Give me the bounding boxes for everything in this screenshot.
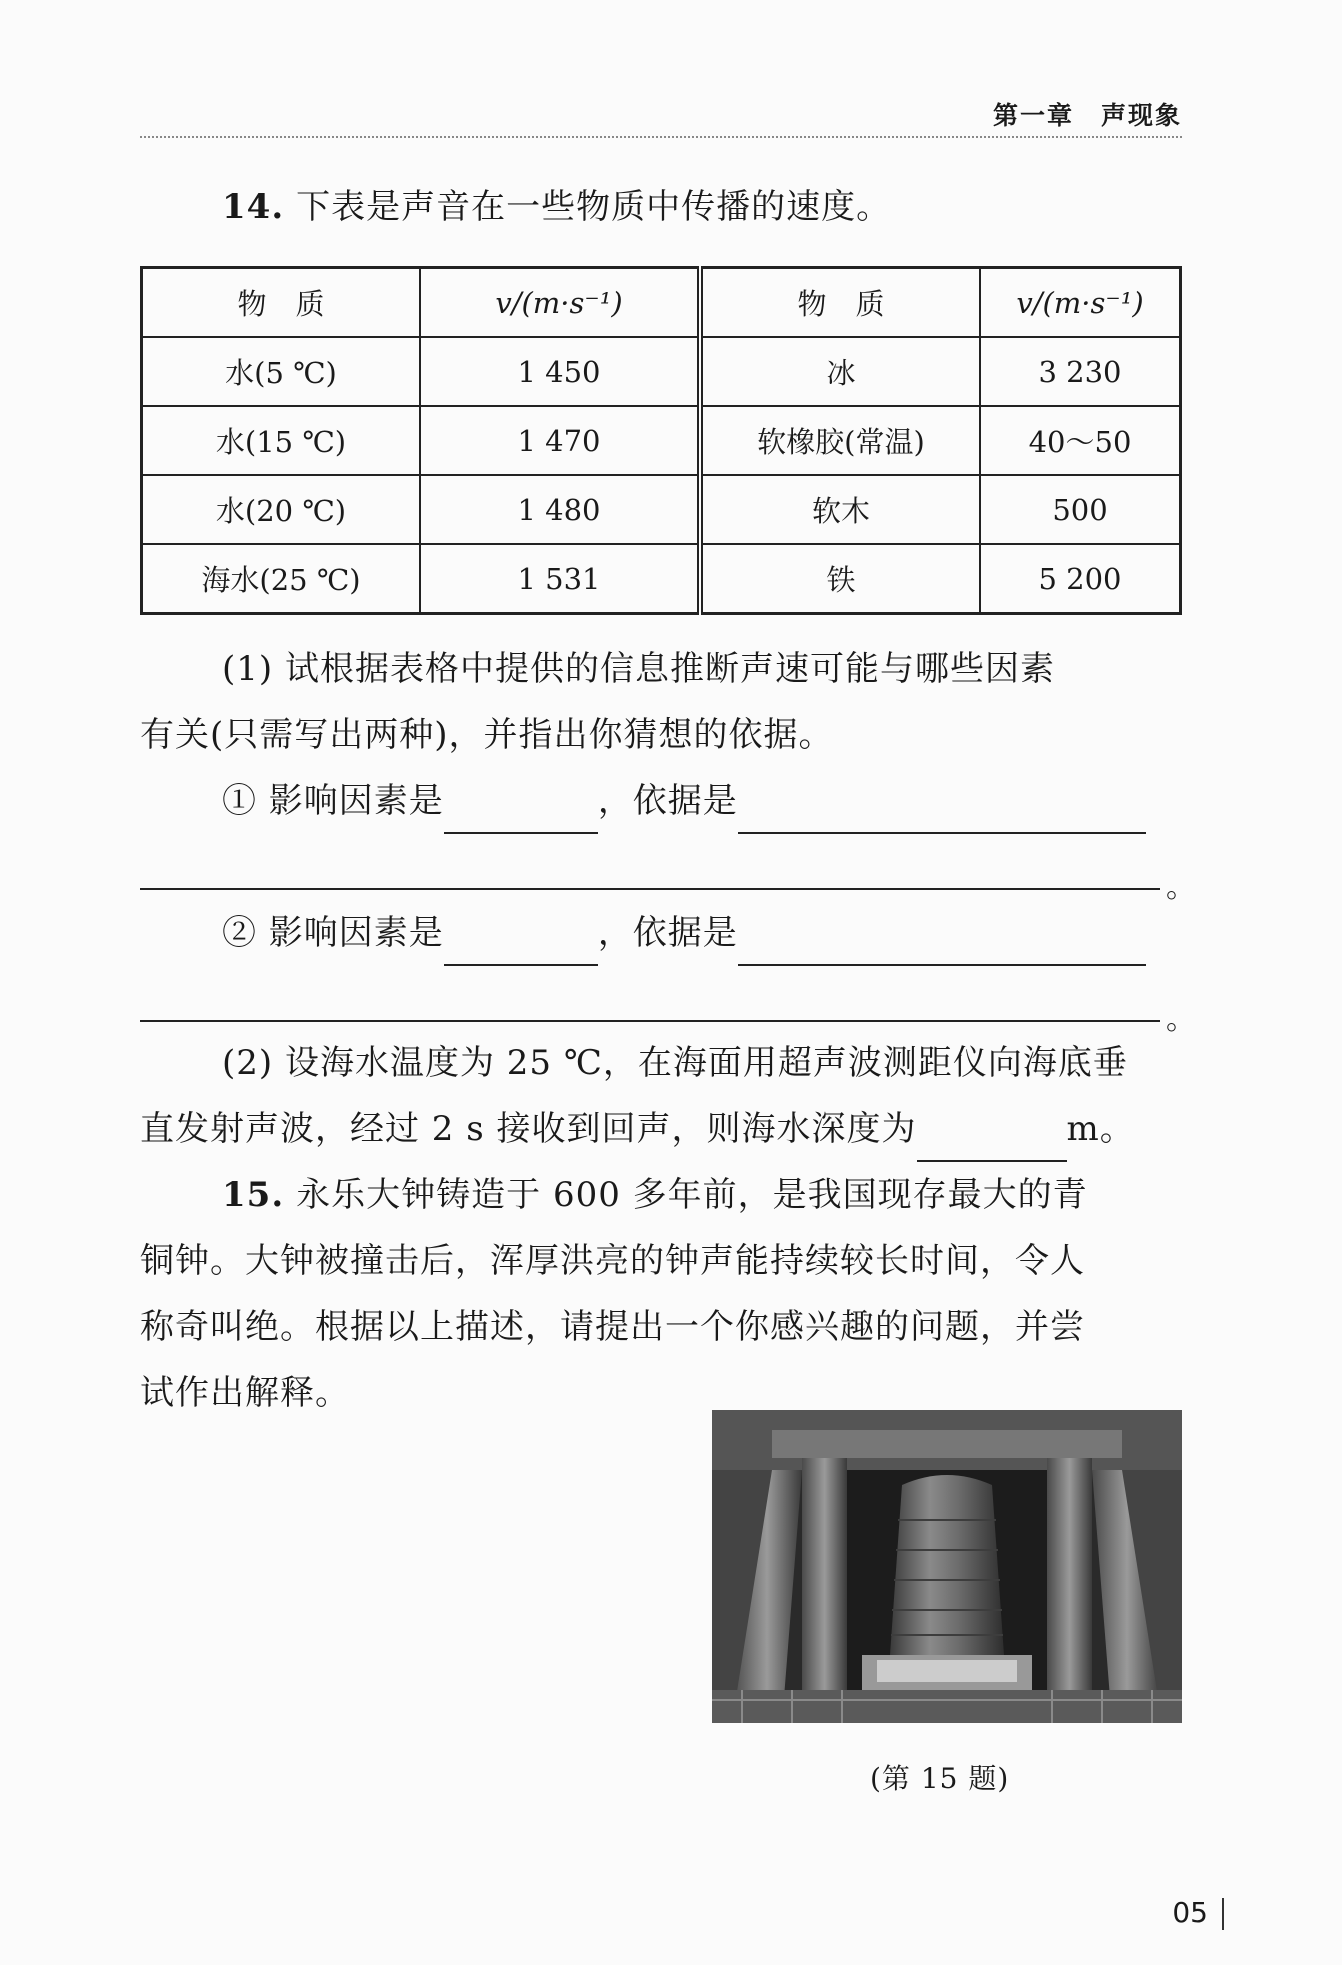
basis2-blank[interactable] [738, 924, 1146, 966]
item2-prefix: ② 影响因素是 [222, 913, 444, 953]
basis1-continuation-blank[interactable] [140, 886, 1160, 890]
basis2-continuation-blank[interactable] [140, 1018, 1160, 1022]
part2-line2-text: 直发射声波，经过 2 s 接收到回声，则海水深度为 [140, 1109, 917, 1149]
table-cell: 1 470 [420, 406, 700, 475]
figure-caption: (第 15 题) [870, 1762, 1010, 1795]
bell-photo [712, 1410, 1182, 1723]
question-15-line3: 称奇叫绝。根据以上描述，请提出一个你感兴趣的问题，并尝 [140, 1307, 1085, 1347]
table-row [142, 406, 1181, 475]
question-14-number: 14. [222, 187, 285, 227]
factor1-blank[interactable] [444, 792, 598, 834]
table-row [142, 475, 1181, 544]
table-cell: 铁 [700, 544, 980, 614]
question-15-line1 [222, 1162, 1088, 1228]
part1-line2: 有关(只需写出两种)，并指出你猜想的依据。 [140, 715, 834, 755]
item1-mid: ，依据是 [597, 781, 738, 821]
table-row [142, 544, 1181, 614]
basis1-blank[interactable] [738, 792, 1146, 834]
table-cell: 海水(25 ℃) [142, 544, 421, 614]
question-15-text: 永乐大钟铸造于 600 多年前，是我国现存最大的青 [296, 1175, 1088, 1215]
question-15-line4: 试作出解释。 [140, 1373, 350, 1413]
depth-blank[interactable] [917, 1120, 1067, 1162]
end-mark-2: 。 [1166, 1002, 1196, 1037]
speed-table [140, 266, 1182, 615]
table-cell: 软橡胶(常温) [700, 406, 980, 475]
table-row [142, 337, 1181, 406]
item1-row [222, 768, 1146, 834]
item1-prefix: ① 影响因素是 [222, 781, 444, 821]
part1-line1: (1) 试根据表格中提供的信息推断声速可能与哪些因素 [222, 649, 1055, 689]
table-cell: 水(20 ℃) [142, 475, 421, 544]
table-cell: 水(5 ℃) [142, 337, 421, 406]
factor2-blank[interactable] [444, 924, 598, 966]
table-cell: 40～50 [980, 406, 1181, 475]
part2-line1: (2) 设海水温度为 25 ℃，在海面用超声波测距仪向海底垂 [222, 1043, 1128, 1083]
header-speed-left: v/(m·s⁻¹) [420, 268, 700, 338]
part2-line2 [140, 1096, 1135, 1162]
question-15-line2: 铜钟。大钟被撞击后，浑厚洪亮的钟声能持续较长时间，令人 [140, 1241, 1085, 1281]
table-cell: 水(15 ℃) [142, 406, 421, 475]
page-number: 05 [1172, 1896, 1208, 1929]
item2-row [222, 900, 1146, 966]
header-material-right: 物 质 [700, 268, 980, 338]
table-cell: 1 450 [420, 337, 700, 406]
table-cell: 软木 [700, 475, 980, 544]
table-cell: 500 [980, 475, 1181, 544]
table-cell: 1 531 [420, 544, 700, 614]
end-mark-1: 。 [1166, 870, 1196, 905]
chapter-header [140, 96, 1182, 138]
table-header-row [142, 268, 1181, 338]
question-14-text: 下表是声音在一些物质中传播的速度。 [296, 187, 892, 227]
question-15-number: 15. [222, 1175, 285, 1215]
header-speed-right: v/(m·s⁻¹) [980, 268, 1181, 338]
table-cell: 5 200 [980, 544, 1181, 614]
table-cell: 3 230 [980, 337, 1181, 406]
question-14-stem [222, 174, 891, 240]
table-cell: 1 480 [420, 475, 700, 544]
item2-mid: ，依据是 [597, 913, 738, 953]
header-material-left: 物 质 [142, 268, 421, 338]
part2-unit: m。 [1066, 1109, 1135, 1149]
table-cell: 冰 [700, 337, 980, 406]
page-number-bar [1222, 1898, 1224, 1930]
chapter-title: 第一章 声现象 [992, 101, 1182, 130]
